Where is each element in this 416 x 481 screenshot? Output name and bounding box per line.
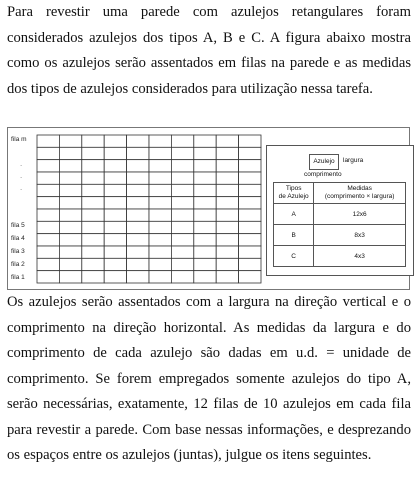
table-row bbox=[274, 225, 406, 246]
tile-cell bbox=[171, 271, 193, 283]
tile-cell bbox=[82, 160, 104, 172]
row-label-m: fila m bbox=[11, 136, 27, 143]
tile-cell bbox=[82, 221, 104, 233]
tile-cell bbox=[194, 172, 216, 184]
tile-cell bbox=[171, 172, 193, 184]
table-row bbox=[274, 246, 406, 267]
type-cell: B bbox=[274, 225, 314, 246]
tile-cell bbox=[216, 271, 238, 283]
tile-types-table bbox=[273, 182, 406, 267]
tile-cell bbox=[194, 271, 216, 283]
body-paragraph: Os azulejos serão assentados com a largura na direção vertical e o comprimento na direção horizontal. As medidas da largura e do comprimento de cada azulejo são dadas em u.d. = unidade de comprimento. Se forem empregados somente azulejos do tipo A, serão necessárias, exatamente, 12 filas de 10 azulejos em cada fila para revestir a parede. Com base nessas informações, e desprezando os espaços entre os azulejos (juntas), julgue os itens seguintes. bbox=[7, 294, 411, 463]
tile-cell bbox=[239, 271, 261, 283]
row-label-4: fila 4 bbox=[11, 235, 25, 242]
intro-paragraph: Para revestir uma parede com azulejos retangulares foram considerados azulejos dos tipos A, B e C. A figura abaixo mostra como os azulejos serão assentados em filas na parede e as medidas dos tipos de azulejos considerados para utilização nessa tarefa. bbox=[7, 4, 411, 97]
tile-cell bbox=[171, 147, 193, 159]
tile-cell bbox=[171, 160, 193, 172]
tile-cell bbox=[149, 271, 171, 283]
row-label-dot: · bbox=[20, 186, 23, 193]
tile-cell bbox=[194, 221, 216, 233]
tile-cell bbox=[59, 221, 81, 233]
tile-cell bbox=[216, 221, 238, 233]
tile-cell bbox=[194, 184, 216, 196]
tile-cell bbox=[104, 172, 126, 184]
tile-cell bbox=[216, 234, 238, 246]
tile-cell bbox=[216, 258, 238, 270]
header-size: Medidas (comprimento × largura) bbox=[314, 183, 406, 204]
tile-cell bbox=[127, 160, 149, 172]
tile-cell bbox=[239, 197, 261, 209]
tile-cell bbox=[171, 246, 193, 258]
tile-cell bbox=[149, 246, 171, 258]
row-label-5: fila 5 bbox=[11, 222, 25, 229]
tile-cell bbox=[239, 160, 261, 172]
tile-cell bbox=[104, 197, 126, 209]
tile-cell bbox=[127, 197, 149, 209]
tile-cell bbox=[127, 258, 149, 270]
tile-cell bbox=[239, 147, 261, 159]
tile-cell bbox=[37, 135, 59, 147]
tile-cell bbox=[104, 160, 126, 172]
tile-cell bbox=[194, 234, 216, 246]
tile-cell bbox=[59, 209, 81, 221]
tile-cell bbox=[216, 172, 238, 184]
tile-cell bbox=[59, 234, 81, 246]
tile-cell bbox=[82, 209, 104, 221]
tile-cell bbox=[59, 246, 81, 258]
row-label-1: fila 1 bbox=[11, 274, 25, 281]
tile-cell bbox=[171, 135, 193, 147]
tile-cell bbox=[194, 160, 216, 172]
tile-cell bbox=[216, 209, 238, 221]
tile-cell bbox=[194, 209, 216, 221]
type-cell: C bbox=[274, 246, 314, 267]
tile-cell bbox=[194, 258, 216, 270]
tile-cell bbox=[239, 234, 261, 246]
tile-cell bbox=[216, 160, 238, 172]
tile-cell bbox=[171, 221, 193, 233]
tile-cell bbox=[216, 246, 238, 258]
tile-cell bbox=[149, 135, 171, 147]
tile-cell bbox=[37, 184, 59, 196]
tile-cell bbox=[127, 172, 149, 184]
tile-cell bbox=[194, 135, 216, 147]
tile-cell bbox=[59, 147, 81, 159]
tile-cell bbox=[239, 184, 261, 196]
header-type: Tipos de Azulejo bbox=[274, 183, 314, 204]
tile-cell bbox=[104, 135, 126, 147]
tile-cell bbox=[239, 172, 261, 184]
tile-cell bbox=[59, 258, 81, 270]
tile-cell bbox=[216, 135, 238, 147]
tile-cell bbox=[59, 197, 81, 209]
tile-cell bbox=[239, 135, 261, 147]
row-label-2: fila 2 bbox=[11, 261, 25, 268]
tile-legend bbox=[266, 145, 414, 276]
tile-cell bbox=[82, 184, 104, 196]
tile-cell bbox=[37, 147, 59, 159]
tile-cell bbox=[127, 209, 149, 221]
tile-cell bbox=[127, 271, 149, 283]
tile-cell bbox=[104, 258, 126, 270]
tile-cell bbox=[82, 197, 104, 209]
row-label-3: fila 3 bbox=[11, 248, 25, 255]
tile-cell bbox=[37, 197, 59, 209]
tile-cell bbox=[82, 234, 104, 246]
tile-cell bbox=[37, 160, 59, 172]
type-cell: A bbox=[274, 204, 314, 225]
tile-cell bbox=[194, 197, 216, 209]
tile-cell bbox=[104, 209, 126, 221]
tile-cell bbox=[104, 184, 126, 196]
tile-cell bbox=[216, 184, 238, 196]
tile-cell bbox=[216, 197, 238, 209]
tile-cell bbox=[171, 209, 193, 221]
tile-cell bbox=[171, 184, 193, 196]
tile-cell bbox=[37, 172, 59, 184]
tile-cell bbox=[194, 147, 216, 159]
tile-cell bbox=[104, 246, 126, 258]
tile-cell bbox=[104, 147, 126, 159]
tile-cell bbox=[171, 197, 193, 209]
tile-cell bbox=[37, 258, 59, 270]
tile-cell bbox=[59, 184, 81, 196]
table-row bbox=[274, 204, 406, 225]
tile-cell bbox=[37, 221, 59, 233]
tile-cell bbox=[194, 246, 216, 258]
tile-cell bbox=[149, 221, 171, 233]
size-cell: 4x3 bbox=[314, 246, 406, 267]
tile-cell bbox=[59, 160, 81, 172]
tile-cell bbox=[239, 209, 261, 221]
tile-cell bbox=[37, 234, 59, 246]
tile-cell bbox=[149, 234, 171, 246]
tile-cell bbox=[149, 258, 171, 270]
tile-cell bbox=[127, 246, 149, 258]
tile-cell bbox=[239, 246, 261, 258]
row-label-dot: · bbox=[20, 174, 23, 181]
length-label: comprimento bbox=[304, 171, 342, 178]
tile-cell bbox=[149, 197, 171, 209]
tile-cell bbox=[171, 258, 193, 270]
tile-cell bbox=[82, 135, 104, 147]
tile-cell bbox=[149, 147, 171, 159]
tile-cell bbox=[216, 147, 238, 159]
tile-cell bbox=[149, 160, 171, 172]
tile-cell bbox=[37, 209, 59, 221]
tile-cell bbox=[59, 135, 81, 147]
tile-cell bbox=[37, 246, 59, 258]
tile-cell bbox=[82, 271, 104, 283]
tile-cell bbox=[104, 221, 126, 233]
tile-cell bbox=[37, 271, 59, 283]
tile-grid bbox=[36, 134, 262, 284]
tile-cell bbox=[127, 234, 149, 246]
size-cell: 12x6 bbox=[314, 204, 406, 225]
tile-cell bbox=[149, 184, 171, 196]
tile-cell bbox=[149, 172, 171, 184]
size-cell: 8x3 bbox=[314, 225, 406, 246]
tile-cell bbox=[127, 147, 149, 159]
tile-cell bbox=[127, 135, 149, 147]
wall-figure bbox=[7, 127, 410, 290]
tile-cell bbox=[82, 147, 104, 159]
tile-cell bbox=[149, 209, 171, 221]
tile-cell bbox=[82, 246, 104, 258]
tile-cell bbox=[127, 184, 149, 196]
tile-sample: Azulejo bbox=[309, 154, 339, 170]
tile-cell bbox=[239, 258, 261, 270]
tile-cell bbox=[104, 271, 126, 283]
tile-cell bbox=[59, 271, 81, 283]
tile-cell bbox=[239, 221, 261, 233]
tile-cell bbox=[127, 221, 149, 233]
tile-cell bbox=[104, 234, 126, 246]
row-label-dot: · bbox=[20, 162, 23, 169]
tile-cell bbox=[82, 258, 104, 270]
tile-cell bbox=[82, 172, 104, 184]
width-label: largura bbox=[343, 157, 364, 164]
tile-cell bbox=[59, 172, 81, 184]
tile-cell bbox=[171, 234, 193, 246]
